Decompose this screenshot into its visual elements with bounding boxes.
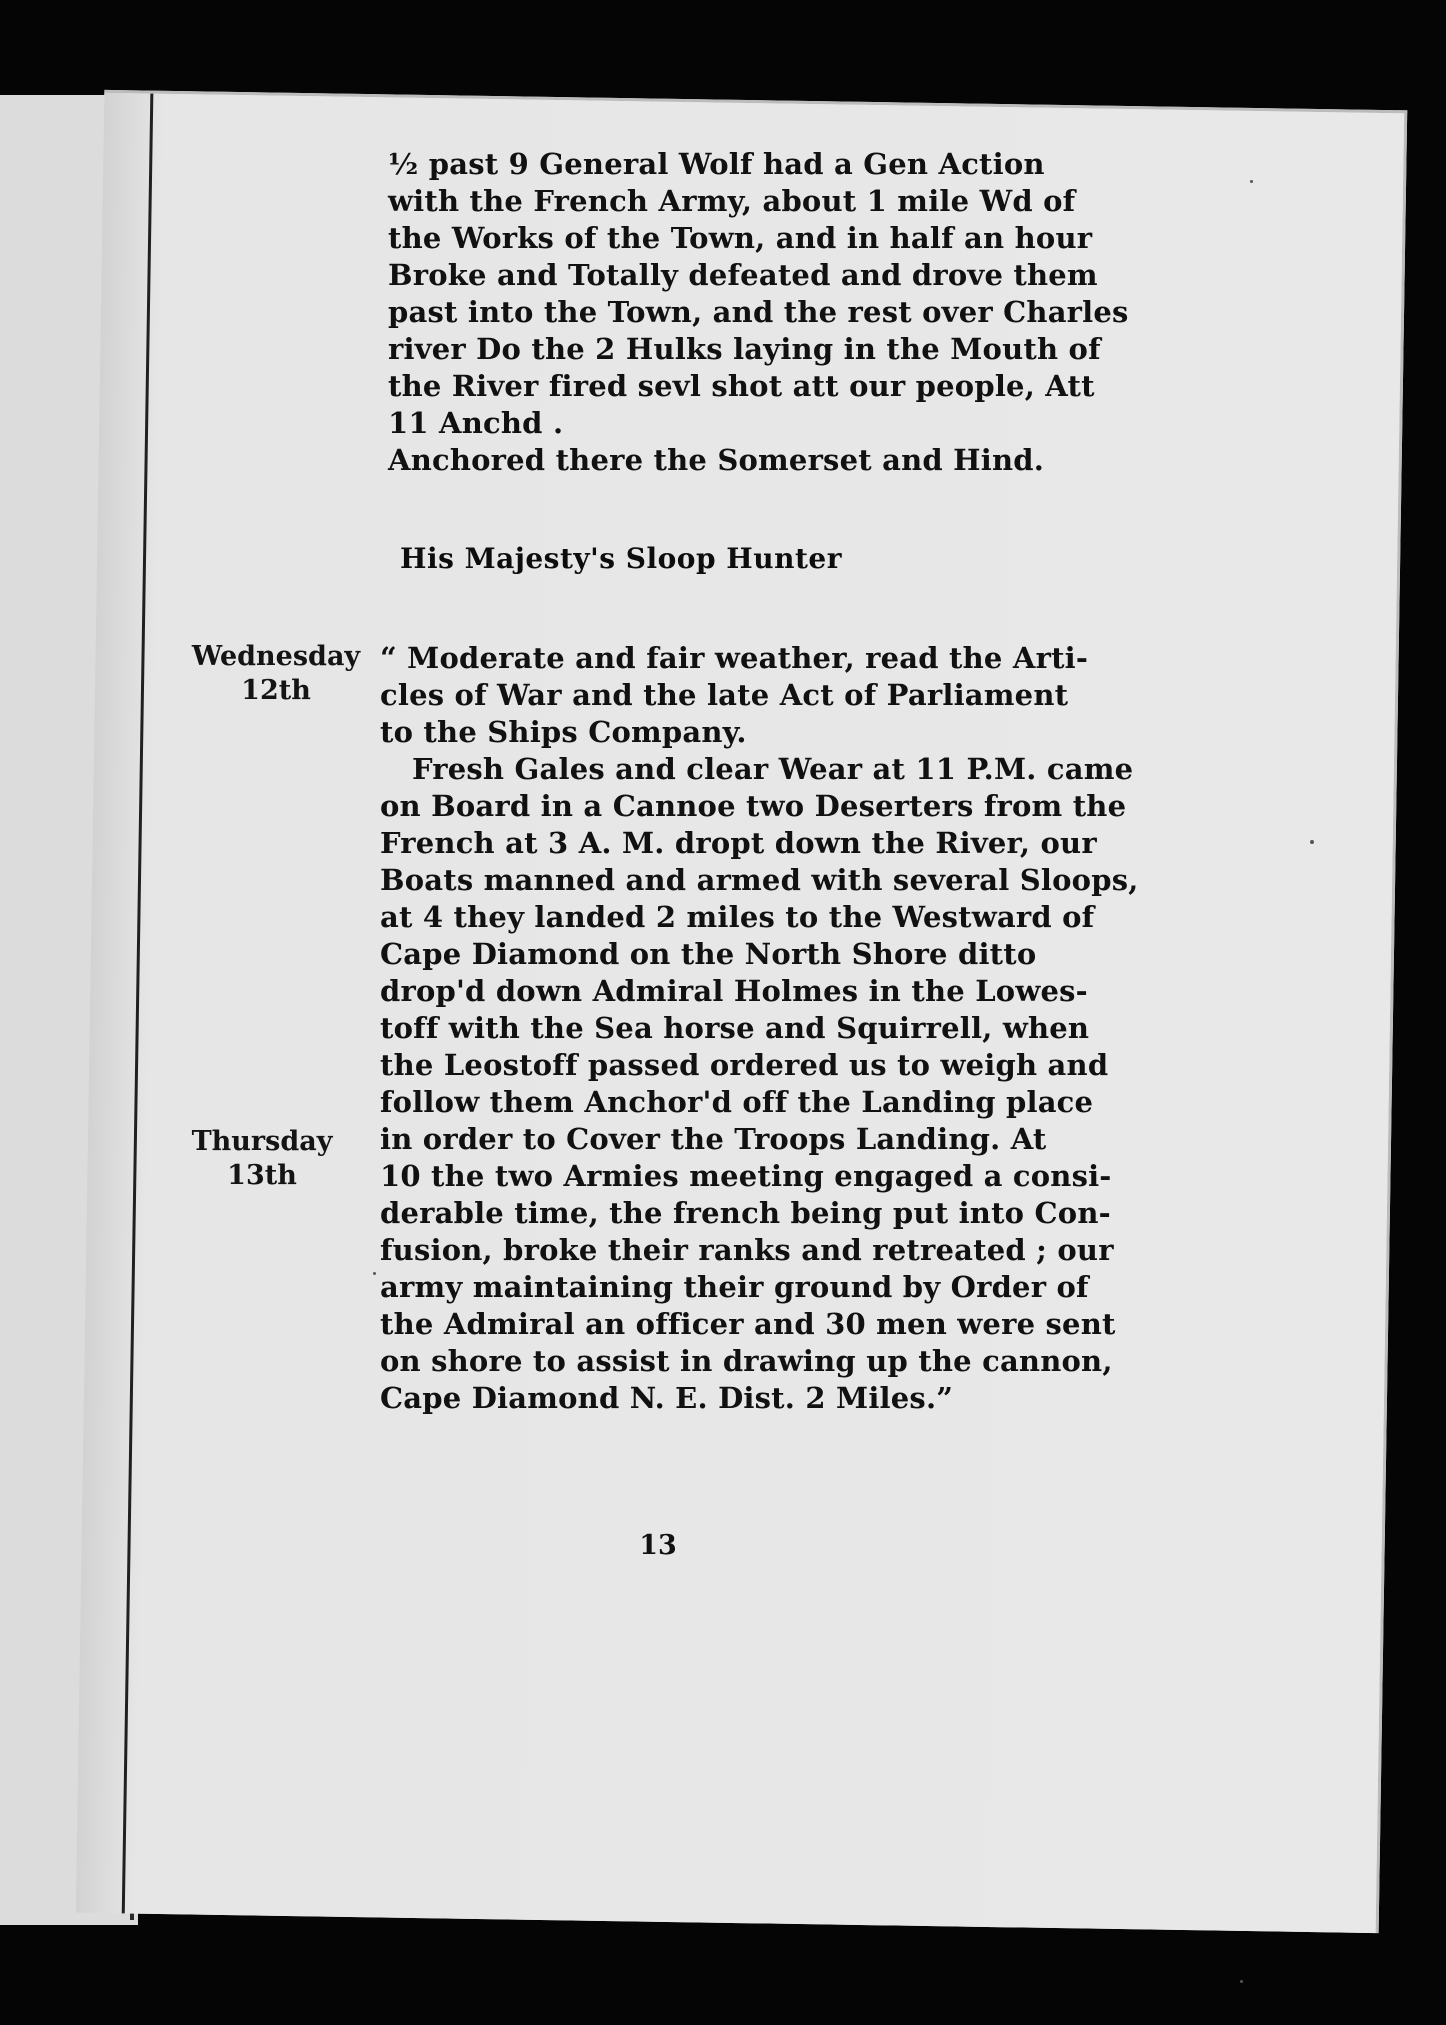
- text-line: toff with the Sea horse and Squirrell, when: [380, 1011, 1090, 1045]
- page-number: 13: [639, 1530, 677, 1561]
- text-line: river Do the 2 Hulks laying in the Mouth of: [388, 332, 1101, 366]
- margin-date-label: 12th: [241, 675, 311, 706]
- section-heading: His Majesty's Sloop Hunter: [400, 542, 842, 575]
- margin-day-label: Wednesday: [191, 641, 361, 672]
- text-line: “ Moderate and fair weather, read the Arti-: [380, 641, 1089, 675]
- margin-note-thursday: [172, 1125, 352, 1193]
- text-line: Fresh Gales and clear Wear at 11 P.M. came: [412, 752, 1134, 786]
- text-line: to the Ships Company.: [380, 715, 747, 749]
- text-line: derable time, the french being put into Con-: [380, 1196, 1111, 1230]
- text-line: army maintaining their ground by Order of: [380, 1270, 1089, 1304]
- text-line: the Works of the Town, and in half an hour: [388, 221, 1093, 255]
- text-line: follow them Anchor'd off the Landing place: [380, 1085, 1094, 1119]
- text-line: fusion, broke their ranks and retreated ; our: [380, 1233, 1114, 1267]
- text-line: Cape Diamond on the North Shore ditto: [380, 937, 1037, 971]
- text-line: the Leostoff passed ordered us to weigh and: [380, 1048, 1109, 1082]
- text-line: Boats manned and armed with several Sloops,: [380, 863, 1139, 897]
- text-line: at 4 they landed 2 miles to the Westward of: [380, 900, 1095, 934]
- text-line: on Board in a Cannoe two Deserters from the: [380, 789, 1127, 823]
- text-line: the River fired sevl shot att our people, Att: [388, 369, 1095, 403]
- journal-entry-lines: [388, 146, 1129, 479]
- journal-entry-block: [388, 146, 1129, 479]
- text-line: the Admiral an officer and 30 men were sent: [380, 1307, 1116, 1341]
- log-entry-lines: [380, 640, 1139, 1417]
- margin-day-label: Thursday: [191, 1126, 333, 1157]
- margin-date-label: 13th: [227, 1160, 297, 1191]
- text-line: cles of War and the late Act of Parliament: [380, 678, 1069, 712]
- log-entry-block: [380, 640, 1139, 1417]
- text-line: on shore to assist in drawing up the cannon,: [380, 1344, 1113, 1378]
- margin-note-wednesday: [186, 640, 366, 708]
- text-line: 10 the two Armies meeting engaged a consi-: [380, 1159, 1112, 1193]
- text-line: past into the Town, and the rest over Charles: [388, 295, 1129, 329]
- text-line: French at 3 A. M. dropt down the River, our: [380, 826, 1097, 860]
- text-line: ½ past 9 General Wolf had a Gen Action: [388, 147, 1045, 181]
- text-line: Cape Diamond N. E. Dist. 2 Miles.”: [380, 1381, 954, 1415]
- text-line: drop'd down Admiral Holmes in the Lowes-: [380, 974, 1088, 1008]
- text-line: Anchored there the Somerset and Hind.: [388, 443, 1045, 477]
- text-line: Broke and Totally defeated and drove them: [388, 258, 1098, 292]
- text-line: with the French Army, about 1 mile Wd of: [388, 184, 1076, 218]
- text-line: 11 Anchd .: [388, 406, 564, 440]
- text-line: in order to Cover the Troops Landing. At: [380, 1122, 1047, 1156]
